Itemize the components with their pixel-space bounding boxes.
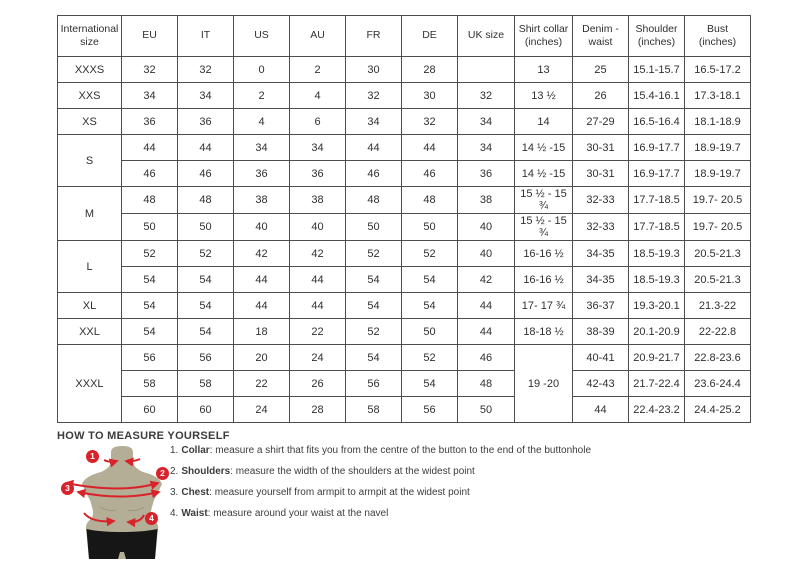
table-cell: 42 — [290, 241, 346, 267]
table-cell: 34 — [346, 109, 402, 135]
table-cell: 46 — [346, 161, 402, 187]
table-cell: 50 — [458, 397, 515, 423]
table-cell: 18 — [234, 319, 290, 345]
table-row — [58, 187, 751, 214]
table-cell: 4 — [290, 83, 346, 109]
table-cell: 27-29 — [573, 109, 629, 135]
table-cell: 15.1-15.7 — [629, 57, 685, 83]
col-header-eu: EU — [122, 16, 178, 57]
step-text: : measure the width of the shoulders at the widest point — [230, 466, 475, 477]
table-cell: 54 — [178, 293, 234, 319]
table-cell: 50 — [402, 214, 458, 241]
table-row — [58, 109, 751, 135]
table-cell: 42 — [234, 241, 290, 267]
table-cell: 28 — [290, 397, 346, 423]
table-cell: 23.6-24.4 — [685, 371, 751, 397]
table-cell: 24 — [234, 397, 290, 423]
table-cell: 38 — [234, 187, 290, 214]
table-row — [58, 161, 751, 187]
col-header-de: DE — [402, 16, 458, 57]
table-cell: 19.7- 20.5 — [685, 187, 751, 214]
step-number: 1. — [170, 445, 179, 456]
collar-cell: 14 ½ -15 — [515, 161, 573, 187]
table-cell: 34 — [458, 109, 515, 135]
table-row — [58, 83, 751, 109]
step-number: 3. — [170, 487, 179, 498]
table-cell: 52 — [122, 241, 178, 267]
table-cell: 16.5-16.4 — [629, 109, 685, 135]
table-cell: 32 — [458, 83, 515, 109]
table-cell: 38 — [458, 187, 515, 214]
table-cell: 26 — [290, 371, 346, 397]
measure-step-waist — [170, 507, 750, 520]
table-cell: 44 — [178, 135, 234, 161]
table-cell: 22.8-23.6 — [685, 345, 751, 371]
size-label-cell: XXXL — [58, 345, 122, 423]
table-cell: 18.9-19.7 — [685, 135, 751, 161]
table-cell: 54 — [402, 371, 458, 397]
size-label-cell: XL — [58, 293, 122, 319]
table-cell: 22 — [290, 319, 346, 345]
table-cell: 36 — [178, 109, 234, 135]
table-cell: 34 — [178, 83, 234, 109]
table-cell: 22.4-23.2 — [629, 397, 685, 423]
table-cell: 32 — [346, 83, 402, 109]
table-cell: 16.5-17.2 — [685, 57, 751, 83]
table-cell: 19.3-20.1 — [629, 293, 685, 319]
table-cell: 44 — [573, 397, 629, 423]
table-cell: 34 — [122, 83, 178, 109]
table-cell: 54 — [346, 345, 402, 371]
table-row — [58, 371, 751, 397]
table-cell: 20.1-20.9 — [629, 319, 685, 345]
measure-step-shoulders — [170, 465, 750, 478]
table-cell: 48 — [122, 187, 178, 214]
table-cell: 21.3-22 — [685, 293, 751, 319]
table-cell: 28 — [402, 57, 458, 83]
table-cell: 50 — [178, 214, 234, 241]
table-cell: 18.1-18.9 — [685, 109, 751, 135]
table-cell: 34 — [290, 135, 346, 161]
table-cell: 48 — [402, 187, 458, 214]
table-cell: 58 — [178, 371, 234, 397]
col-header-fr: FR — [346, 16, 402, 57]
table-cell: 16.9-17.7 — [629, 161, 685, 187]
size-label-cell: S — [58, 135, 122, 187]
table-cell: 50 — [402, 319, 458, 345]
table-cell: 26 — [573, 83, 629, 109]
col-header-uk-size: UK size — [458, 16, 515, 57]
table-cell: 58 — [122, 371, 178, 397]
table-cell: 18.9-19.7 — [685, 161, 751, 187]
measure-step-collar — [170, 444, 750, 457]
col-header-shirt-collar: Shirt collar (inches) — [515, 16, 573, 57]
table-cell: 16.9-17.7 — [629, 135, 685, 161]
table-cell: 46 — [122, 161, 178, 187]
table-cell: 40 — [234, 214, 290, 241]
collar-cell: 14 — [515, 109, 573, 135]
table-cell: 32-33 — [573, 187, 629, 214]
figure-badge-chest: 3 — [61, 482, 74, 495]
table-cell: 54 — [122, 293, 178, 319]
table-cell: 22-22.8 — [685, 319, 751, 345]
table-row — [58, 267, 751, 293]
table-cell: 30 — [346, 57, 402, 83]
step-label: Collar — [181, 445, 210, 456]
table-cell: 34 — [234, 135, 290, 161]
table-row — [58, 241, 751, 267]
size-label-cell: M — [58, 187, 122, 241]
table-cell: 54 — [402, 267, 458, 293]
table-cell: 19.7- 20.5 — [685, 214, 751, 241]
table-cell: 44 — [346, 135, 402, 161]
table-cell: 52 — [346, 241, 402, 267]
collar-cell: 16-16 ½ — [515, 241, 573, 267]
table-cell: 22 — [234, 371, 290, 397]
table-cell: 44 — [290, 293, 346, 319]
step-text: : measure yourself from armpit to armpit at the widest point — [209, 487, 470, 498]
figure-badge-waist: 4 — [145, 512, 158, 525]
table-cell: 60 — [122, 397, 178, 423]
table-cell: 20.5-21.3 — [685, 241, 751, 267]
table-cell: 30 — [402, 83, 458, 109]
collar-cell: 15 ½ - 15 ¾ — [515, 214, 573, 241]
col-header-international-size: International size — [58, 16, 122, 57]
col-header-it: IT — [178, 16, 234, 57]
col-header-denim-waist: Denim - waist — [573, 16, 629, 57]
table-cell: 30-31 — [573, 161, 629, 187]
table-cell: 44 — [234, 267, 290, 293]
table-cell: 50 — [122, 214, 178, 241]
table-cell: 44 — [122, 135, 178, 161]
table-cell — [458, 57, 515, 83]
table-cell: 52 — [346, 319, 402, 345]
table-cell: 36-37 — [573, 293, 629, 319]
table-cell: 32 — [178, 57, 234, 83]
table-cell: 38 — [290, 187, 346, 214]
table-cell: 54 — [346, 267, 402, 293]
table-cell: 36 — [122, 109, 178, 135]
collar-cell: 19 -20 — [515, 345, 573, 423]
collar-cell: 13 ½ — [515, 83, 573, 109]
col-header-shoulder: Shoulder (inches) — [629, 16, 685, 57]
measure-figure — [58, 443, 179, 565]
collar-cell: 13 — [515, 57, 573, 83]
table-cell: 56 — [346, 371, 402, 397]
table-row — [58, 397, 751, 423]
size-label-cell: L — [58, 241, 122, 293]
step-label: Chest — [181, 487, 210, 498]
collar-cell: 17- 17 ¾ — [515, 293, 573, 319]
measure-section-title: HOW TO MEASURE YOURSELF — [57, 430, 230, 442]
table-cell: 6 — [290, 109, 346, 135]
table-cell: 42 — [458, 267, 515, 293]
collar-cell: 16-16 ½ — [515, 267, 573, 293]
table-cell: 2 — [290, 57, 346, 83]
table-cell: 40 — [458, 241, 515, 267]
table-cell: 20.5-21.3 — [685, 267, 751, 293]
table-cell: 18.5-19.3 — [629, 267, 685, 293]
table-cell: 20.9-21.7 — [629, 345, 685, 371]
table-cell: 42-43 — [573, 371, 629, 397]
measure-step-chest — [170, 486, 750, 499]
col-header-au: AU — [290, 16, 346, 57]
table-cell: 18.5-19.3 — [629, 241, 685, 267]
table-cell: 40 — [458, 214, 515, 241]
table-cell: 54 — [122, 267, 178, 293]
table-cell: 17.3-18.1 — [685, 83, 751, 109]
table-cell: 54 — [402, 293, 458, 319]
size-label-cell: XXS — [58, 83, 122, 109]
size-label-cell: XXXS — [58, 57, 122, 83]
table-cell: 25 — [573, 57, 629, 83]
step-text: : measure around your waist at the navel — [207, 508, 389, 519]
table-cell: 44 — [402, 135, 458, 161]
table-cell: 48 — [346, 187, 402, 214]
table-cell: 4 — [234, 109, 290, 135]
table-row — [58, 57, 751, 83]
table-cell: 21.7-22.4 — [629, 371, 685, 397]
table-cell: 20 — [234, 345, 290, 371]
table-cell: 50 — [346, 214, 402, 241]
table-cell: 40-41 — [573, 345, 629, 371]
size-label-cell: XS — [58, 109, 122, 135]
measure-instructions — [170, 444, 750, 528]
step-label: Shoulders — [181, 466, 231, 477]
table-cell: 24 — [290, 345, 346, 371]
table-cell: 36 — [290, 161, 346, 187]
table-cell: 17.7-18.5 — [629, 187, 685, 214]
table-cell: 44 — [458, 293, 515, 319]
table-cell: 2 — [234, 83, 290, 109]
table-header-row — [58, 16, 751, 57]
table-cell: 46 — [178, 161, 234, 187]
table-cell: 32-33 — [573, 214, 629, 241]
figure-badge-collar: 1 — [86, 450, 99, 463]
table-cell: 32 — [402, 109, 458, 135]
table-cell: 44 — [234, 293, 290, 319]
step-text: : measure a shirt that fits you from the centre of the button to the end of the buttonhole — [209, 445, 592, 456]
table-cell: 30-31 — [573, 135, 629, 161]
table-row — [58, 293, 751, 319]
table-cell: 0 — [234, 57, 290, 83]
table-cell: 34-35 — [573, 241, 629, 267]
table-cell: 52 — [178, 241, 234, 267]
table-cell: 17.7-18.5 — [629, 214, 685, 241]
table-cell: 36 — [458, 161, 515, 187]
table-cell: 54 — [178, 319, 234, 345]
table-cell: 40 — [290, 214, 346, 241]
table-cell: 48 — [458, 371, 515, 397]
table-cell: 56 — [178, 345, 234, 371]
figure-badge-shoulders: 2 — [156, 467, 169, 480]
table-cell: 38-39 — [573, 319, 629, 345]
table-cell: 54 — [346, 293, 402, 319]
step-number: 2. — [170, 466, 179, 477]
table-cell: 54 — [178, 267, 234, 293]
table-row — [58, 135, 751, 161]
size-label-cell: XXL — [58, 319, 122, 345]
col-header-bust: Bust (inches) — [685, 16, 751, 57]
table-row — [58, 214, 751, 241]
table-cell: 52 — [402, 345, 458, 371]
table-row — [58, 345, 751, 371]
table-cell: 32 — [122, 57, 178, 83]
table-cell: 34-35 — [573, 267, 629, 293]
step-number: 4. — [170, 508, 179, 519]
table-cell: 46 — [458, 345, 515, 371]
table-cell: 24.4-25.2 — [685, 397, 751, 423]
table-cell: 48 — [178, 187, 234, 214]
step-label: Waist — [181, 508, 208, 519]
table-cell: 54 — [122, 319, 178, 345]
size-table — [57, 15, 751, 423]
col-header-us: US — [234, 16, 290, 57]
table-cell: 44 — [290, 267, 346, 293]
table-cell: 58 — [346, 397, 402, 423]
collar-cell: 15 ½ - 15 ¾ — [515, 187, 573, 214]
table-cell: 15.4-16.1 — [629, 83, 685, 109]
table-cell: 34 — [458, 135, 515, 161]
collar-cell: 14 ½ -15 — [515, 135, 573, 161]
table-cell: 46 — [402, 161, 458, 187]
table-cell: 44 — [458, 319, 515, 345]
collar-cell: 18-18 ½ — [515, 319, 573, 345]
table-cell: 36 — [234, 161, 290, 187]
table-row — [58, 319, 751, 345]
mannequin-illustration — [58, 443, 179, 565]
table-cell: 52 — [402, 241, 458, 267]
table-cell: 56 — [402, 397, 458, 423]
table-cell: 56 — [122, 345, 178, 371]
table-cell: 60 — [178, 397, 234, 423]
